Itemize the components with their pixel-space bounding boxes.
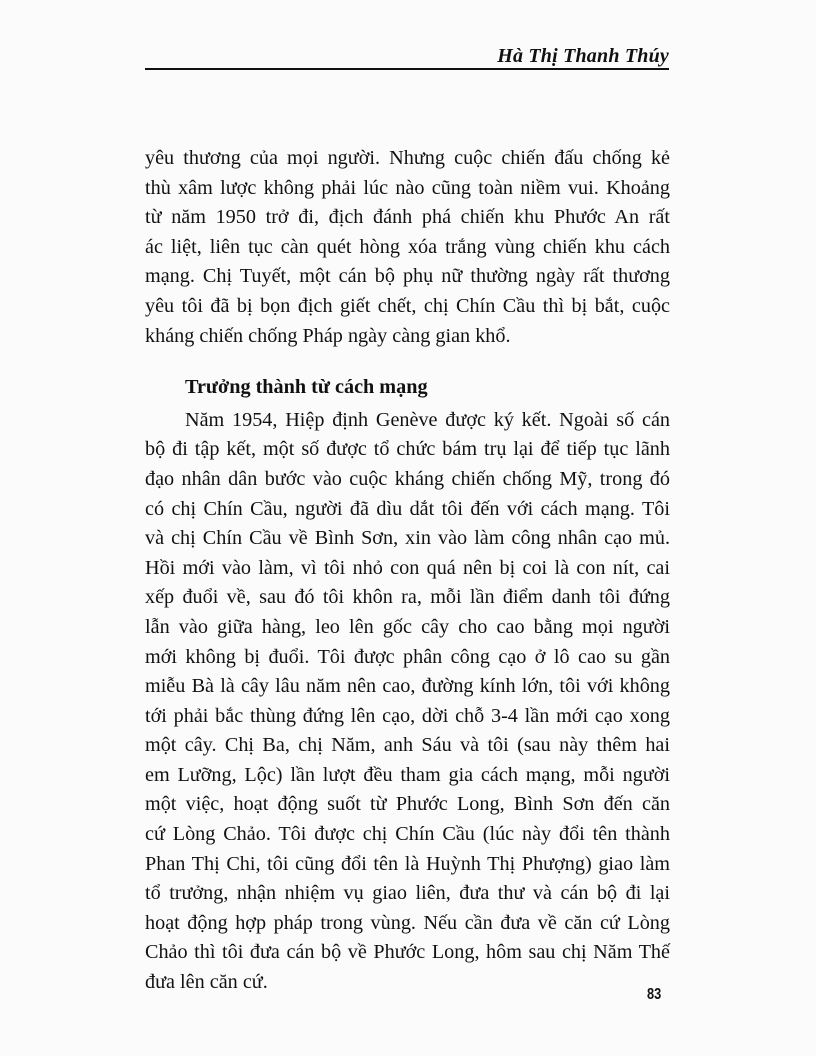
text-line: một cây. Chị Ba, chị Năm, anh Sáu và tôi (sau này thêm hai: [145, 734, 670, 757]
text-line: thù xâm lược không phải lúc nào cũng toàn niềm vui. Khoảng: [145, 176, 670, 199]
text-line: em Lưỡng, Lộc) lần lượt đều tham gia cách mạng, mỗi người: [145, 763, 670, 786]
section-heading: Trưởng thành từ cách mạng: [185, 376, 428, 399]
text-line: từ năm 1950 trở đi, địch đánh phá chiến khu Phước An rất: [145, 206, 670, 229]
page-body: [145, 144, 670, 998]
text-line: lẫn vào giữa hàng, leo lên gốc cây cho cao bằng mọi người: [145, 615, 670, 638]
running-header: [145, 44, 669, 70]
text-line: cứ Lòng Chảo. Tôi được chị Chín Cầu (lúc này đổi tên thành: [145, 823, 670, 846]
paragraph-2: [145, 406, 670, 998]
text-line: bộ đi tập kết, một số được tổ chức bám trụ lại để tiếp tục lãnh: [145, 438, 670, 461]
text-line: ác liệt, liên tục càn quét hòng xóa trắng vùng chiến khu cách: [145, 235, 670, 258]
text-line: có chị Chín Cầu, người đã dìu dắt tôi đến với cách mạng. Tôi: [145, 497, 670, 520]
text-line: tổ trưởng, nhận nhiệm vụ giao liên, đưa thư và cán bộ đi lại: [145, 882, 670, 905]
text-line: Hồi mới vào làm, vì tôi nhỏ con quá nên bị coi là con nít, cai: [145, 556, 670, 579]
text-line: mạng. Chị Tuyết, một cán bộ phụ nữ thường ngày rất thương: [145, 265, 670, 288]
page-number: 83: [647, 986, 662, 1003]
text-line: yêu tôi đã bị bọn địch giết chết, chị Chín Cầu thì bị bắt, cuộc: [145, 294, 670, 317]
text-line: Năm 1954, Hiệp định Genève được ký kết. Ngoài số cán: [185, 408, 670, 431]
text-line: đạo nhân dân bước vào cuộc kháng chiến chống Mỹ, trong đó: [145, 467, 670, 490]
header-author: Hà Thị Thanh Thúy: [493, 45, 669, 67]
text-line: tới phải bắc thùng đứng lên cạo, dời chỗ 3-4 lần mới cạo xong: [145, 704, 670, 727]
text-line: yêu thương của mọi người. Nhưng cuộc chiến đấu chống kẻ: [145, 147, 670, 169]
text-line: mới không bị đuổi. Tôi được phân công cạo ở lô cao su gần: [145, 645, 670, 668]
paragraph-1: [145, 144, 670, 351]
text-line: miễu Bà là cây lâu năm nên cao, đường kính lớn, tôi với không: [145, 675, 670, 698]
text-line: hoạt động hợp pháp trong vùng. Nếu cần đưa về căn cứ Lòng: [145, 911, 670, 934]
text-line: xếp đuổi về, sau đó tôi khôn ra, mỗi lần điểm danh tôi đứng: [145, 586, 670, 609]
text-line: Chảo thì tôi đưa cán bộ về Phước Long, hôm sau chị Năm Thế: [145, 941, 670, 964]
text-line: Phan Thị Chi, tôi cũng đổi tên là Huỳnh Thị Phượng) giao làm: [145, 852, 670, 875]
text-line: một việc, hoạt động suốt từ Phước Long, Bình Sơn đến căn: [145, 793, 670, 816]
text-line: kháng chiến chống Pháp ngày càng gian khổ.: [145, 324, 511, 347]
text-line: và chị Chín Cầu về Bình Sơn, xin vào làm công nhân cạo mủ.: [145, 527, 670, 550]
text-line: đưa lên căn cứ.: [145, 971, 268, 994]
